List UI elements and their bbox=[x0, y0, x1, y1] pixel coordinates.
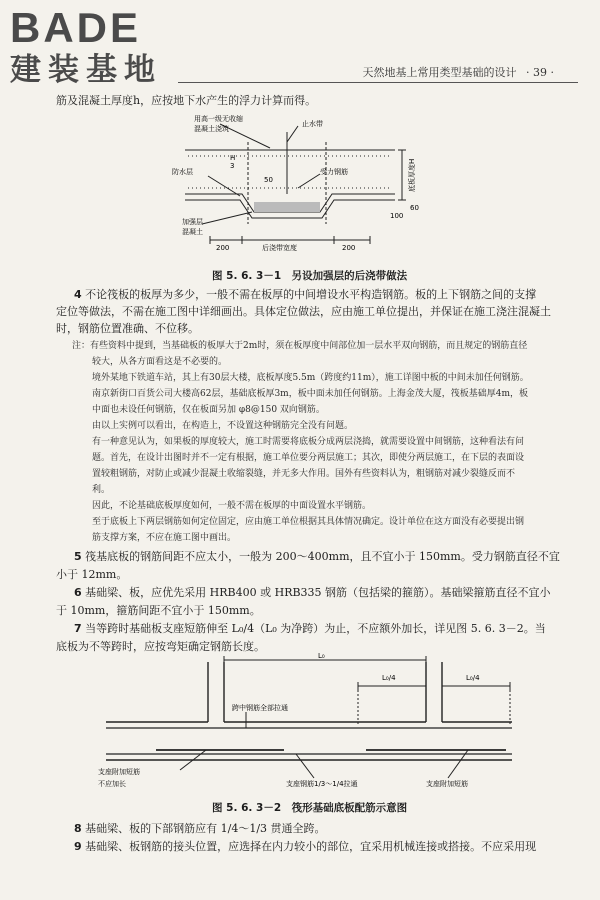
logo-subtitle: 建装基地 bbox=[10, 52, 162, 88]
figure-2-diagram bbox=[96, 652, 522, 794]
para-6-line-1 bbox=[74, 586, 551, 600]
para-4-line-3: 时，钢筋位置准确、不位移。 bbox=[56, 322, 199, 335]
para-8-text: 基础梁、板的下部钢筋应有 1/4～1/3 贯通全跨。 bbox=[85, 822, 326, 835]
reinforce-layer-fill bbox=[254, 202, 320, 212]
para-6-text-1: 基础梁、板，应优先采用 HRB400 或 HRB335 钢筋（包括梁的箍筋）。基础梁箍筋直径不宜小 bbox=[85, 586, 551, 599]
note-line-7: 有一种意见认为，如果板的厚度较大，施工时需要将底板分成两层浇捣，就需要设置中间钢筋，这种看法有问 bbox=[92, 437, 525, 447]
dim-60: 60 bbox=[410, 204, 419, 212]
figure-1-diagram bbox=[170, 112, 440, 262]
span-label: L₀ bbox=[318, 652, 325, 660]
reinforce-label-1: 加强层 bbox=[182, 218, 203, 226]
running-header bbox=[363, 64, 554, 80]
para-4-line-2: 定位等做法，不需在施工图中详细画出。具体定位做法，应由施工单位提出，并保证在施工浇注混凝土 bbox=[56, 305, 551, 318]
note-line-10: 利。 bbox=[92, 485, 111, 495]
waterproof-leader bbox=[208, 176, 240, 196]
para-8-number: 8 bbox=[74, 822, 82, 835]
note-line-11: 因此，不论基础底板厚度如何，一般不需在板厚的中面设置水平钢筋。 bbox=[92, 501, 372, 511]
support-short-label-1: 支座附加短筋 bbox=[98, 768, 140, 776]
waterstop-leader bbox=[287, 126, 298, 142]
quarter-label-2: L₀/4 bbox=[466, 674, 480, 682]
para-4-line-1 bbox=[74, 288, 536, 302]
rebar-leader bbox=[298, 174, 320, 188]
para-4-number: 4 bbox=[74, 288, 82, 301]
para-7-line-1 bbox=[74, 622, 546, 636]
dim-100: 100 bbox=[390, 212, 404, 220]
note-line-9: 置较粗钢筋，对防止或减少混凝土收缩裂缝，并无多大作用。国外有些资料认为，粗钢筋对减少裂缝反而不 bbox=[92, 469, 516, 479]
running-title: 天然地基上常用类型基础的设计 bbox=[362, 66, 517, 79]
para-6-line-2: 于 10mm，箍筋间距不宜小于 150mm。 bbox=[56, 604, 261, 617]
band-width-label: 后浇带宽度 bbox=[262, 244, 297, 252]
para-4-text-1: 不论筏板的板厚为多少，一般不需在板厚的中间增设水平构造钢筋。板的上下钢筋之间的支撑 bbox=[85, 288, 537, 301]
note-line-3: 境外某地下铁道车站，其上有30层大楼，底板厚度5.5m（跨度约11m），施工详图中板的中间未加任何钢筋。 bbox=[92, 373, 529, 383]
para-5-line-2: 小于 12mm。 bbox=[56, 568, 128, 581]
dim-50: 50 bbox=[264, 176, 273, 184]
figure-2-caption: 图 5. 6. 3－2 筏形基础底板配筋示意图 bbox=[212, 802, 408, 814]
note-line-2: 较大，从各方面看这是不必要的。 bbox=[92, 357, 228, 367]
reinforce-label-2: 混凝土 bbox=[182, 228, 203, 236]
para-9-text: 基础梁、板钢筋的接头位置，应选择在内力较小的部位，宜采用机械连接或搭接。不应采用现 bbox=[85, 840, 537, 853]
note-line-4: 南京新街口百货公司大楼高62层，基础底板厚3m，板中面未加任何钢筋。上海金茂大厦，筏板基础厚4m，板 bbox=[92, 389, 528, 399]
mix-note-2: 混凝土浇筑 bbox=[194, 125, 229, 133]
logo-wordmark: BADE bbox=[10, 4, 142, 51]
para-9-line bbox=[74, 840, 536, 854]
support-extra-label: 支座附加短筋 bbox=[426, 780, 468, 788]
mix-note-1: 用高一级无收缩 bbox=[194, 115, 243, 123]
note-label: 注： bbox=[72, 341, 91, 351]
dim-h: H bbox=[230, 154, 236, 162]
mid-rebar-label: 跨中钢筋全部拉通 bbox=[232, 704, 288, 712]
support-short-label-2: 不应加长 bbox=[98, 780, 126, 788]
header-rule bbox=[178, 82, 578, 83]
intro-line: 筋及混凝土厚度h，应按地下水产生的浮力计算而得。 bbox=[56, 94, 317, 107]
waterstop-label: 止水带 bbox=[302, 120, 323, 128]
note-line-13: 筋支撑方案，不应在施工图中画出。 bbox=[92, 533, 237, 543]
para-5-number: 5 bbox=[74, 550, 82, 563]
reinforce-leader bbox=[202, 212, 252, 224]
dim-200-left: 200 bbox=[216, 244, 230, 252]
para-9-number: 9 bbox=[74, 840, 82, 853]
quarter-label-1: L₀/4 bbox=[382, 674, 396, 682]
waterproof-label: 防水层 bbox=[172, 168, 193, 176]
para-7-line-2: 底板为不等跨时，应按弯矩确定钢筋长度。 bbox=[56, 640, 265, 653]
para-7-number: 7 bbox=[74, 622, 82, 635]
para-8-line bbox=[74, 822, 326, 836]
page-number: · 39 · bbox=[526, 66, 554, 79]
support-through-leader bbox=[296, 754, 314, 778]
thickness-label: 底板厚度H bbox=[408, 158, 416, 192]
note-text-1: 有些资料中提到，当基础板的板厚大于2m时，须在板厚度中间部位加一层水平双向钢筋，而且规定的钢筋直径 bbox=[90, 341, 528, 351]
para-5-text-1: 筏基底板的钢筋间距不应太小，一般为 200～400mm，且不宜小于 150mm。受力钢筋直径不宜 bbox=[85, 550, 560, 563]
support-through-label: 支座钢筋1/3～1/4拉通 bbox=[286, 780, 358, 788]
para-6-number: 6 bbox=[74, 586, 82, 599]
note-line-6: 由以上实例可以看出，在构造上，不设置这种钢筋完全没有问题。 bbox=[92, 421, 354, 431]
note-line-1 bbox=[72, 340, 527, 352]
dim-200-right: 200 bbox=[342, 244, 356, 252]
para-7-text-1: 当等跨时基础板支座短筋伸至 L₀/4（L₀ 为净跨）为止，不应额外加长，详见图 5. 6. 3－2。当 bbox=[85, 622, 546, 635]
dim-3: 3 bbox=[230, 162, 235, 170]
figure-1-caption: 图 5. 6. 3－1 另设加强层的后浇带做法 bbox=[212, 270, 408, 282]
note-line-12: 至于底板上下两层钢筋如何定位固定，应由施工单位根据其具体情况确定。设计单位在这方面没有必要提出钢 bbox=[92, 517, 525, 527]
para-5-line-1 bbox=[74, 550, 560, 564]
note-line-5: 中面也未设任何钢筋，仅在板面另加 φ8@150 双向钢筋。 bbox=[92, 405, 325, 415]
note-line-8: 题。首先，在设计出图时并不一定有根据，施工单位要分两层施工；其次，即使分两层施工，在下层的表面设 bbox=[92, 453, 525, 463]
rebar-label: 受力钢筋 bbox=[320, 168, 348, 176]
